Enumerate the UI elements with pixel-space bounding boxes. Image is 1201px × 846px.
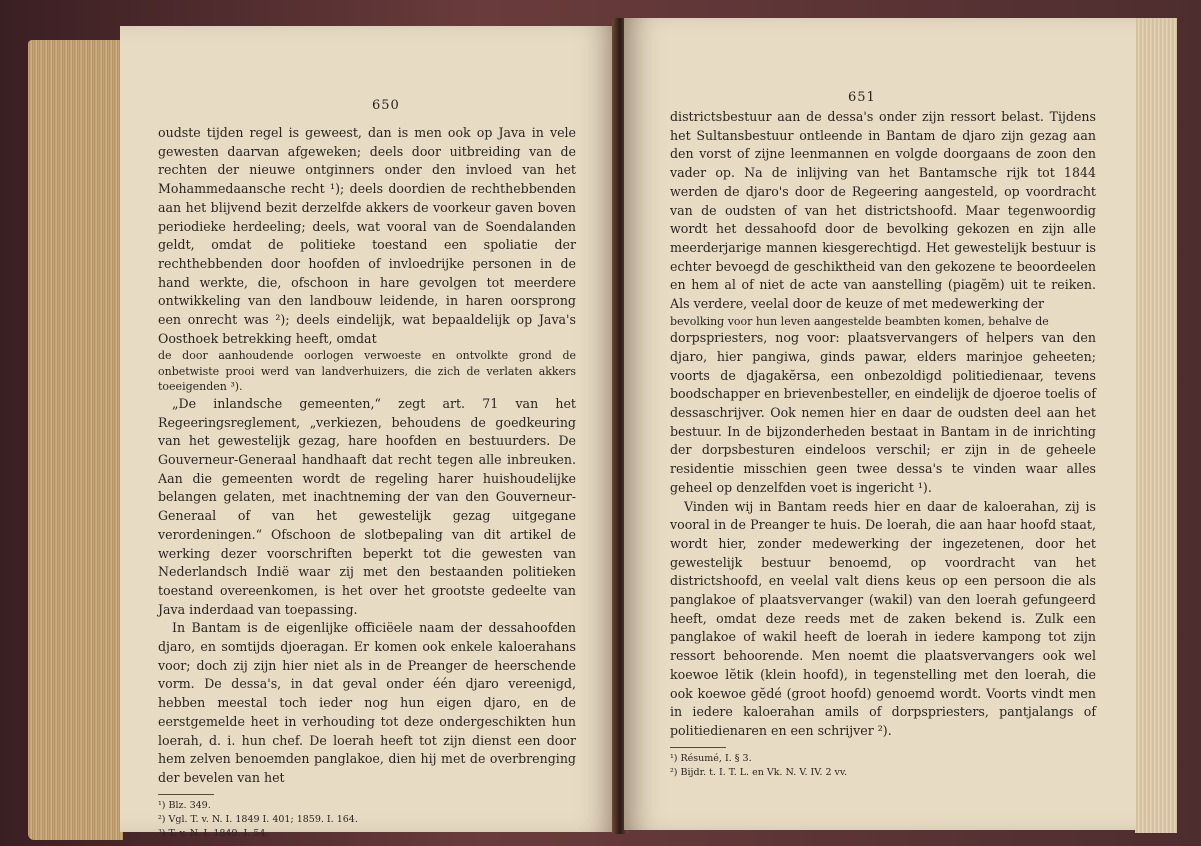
page-body <box>670 108 1096 780</box>
paragraph: districtsbestuur aan de dessa's onder zijn ressort belast. Tijdens het Sultansbestuur ontleende in Bantam de djaro zijn gezag aan den vorst of zijne leenmannen en volgde doorgaans de zoon den vader op. Na de inlijving van het Bantamsche rijk tot 1844 werden de djaro's door de Regeering aangesteld, op voordracht van de oudsten of van het districtshoofd. Maar tegenwoordig wordt het dessahoofd door de bevolking gekozen en zijn alle meerderjarige mannen kiesgerechtigd. Het gewestelijk bestuur is echter bevoegd de geschiktheid van den gekozene te beoordeelen en hem al of niet de acte van aanstelling (piagĕm) uit te reiken. Als verdere, veelal door de keuze of met medewerking der <box>670 109 1096 312</box>
footnote-divider <box>670 747 726 748</box>
paragraph: de door aanhoudende oorlogen verwoeste en ontvolkte grond de onbetwiste prooi werd van landverhuizers, die zich de verlaten akkers toeeigenden ³). <box>158 349 576 394</box>
page-edges-left <box>28 40 123 840</box>
page-number: 650 <box>372 98 400 113</box>
footnote: ²) Bijdr. t. I. T. L. en Vk. N. V. IV. 2 vv. <box>670 766 848 778</box>
left-page <box>120 26 616 839</box>
footnote: ¹) Blz. 349. <box>158 799 211 811</box>
paragraph: „De inlandsche gemeenten,“ zegt art. 71 van het Regeeringsreglement, „verkiezen, behoudens de goedkeuring van het gewestelijk gezag, hare hoofden en bestuurders. De Gouverneur-Generaal handhaaft dat recht tegen alle inbreuken. Aan die gemeenten wordt de regeling harer huishoudelijke belangen gelaten, met inachtneming der van den Gouverneur-Generaal of van het gewestelijk gezag uitgegane verordeningen.“ Ofschoon de slotbepaling van dit artikel de werking dezer voorschriften beperkt tot die gewesten van Nederlandsch Indië waar zij met den bestaanden politieken toestand overeenkomen, is het over het grootste gedeelte van Java inderdaad van toepassing. <box>158 395 576 617</box>
page-number: 651 <box>848 90 876 105</box>
right-page <box>624 18 1136 830</box>
footnotes <box>158 799 576 841</box>
paragraph: In Bantam is de eigenlijke officiëele naam der dessahoofden djaro, en somtijds djoeragan. Er komen ook enkele kaloerahans voor; doch zij zijn hier niet als in de Preanger de heerschende vorm. De dessa's, in dat geval onder één djaro vereenigd, hebben meestal toch ieder nog hun eigen djaro, en de eerstgemelde heet in verhouding tot deze ondergeschikten hun loerah, d. i. hun chef. De loerah heeft tot zijn dienst een door hem zelven benoemden panglakoe, dien hij met de overbrenging der bevelen van het <box>158 620 576 785</box>
paragraph: dorpspriesters, nog voor: plaatsvervangers of helpers van den djaro, hier pangiwa, ginds pawar, elders marinjoe geheeten; voorts de djagakĕrsa, een onbezoldigd politiedienaar, tevens boodschapper en brievenbesteller, en eindelijk de djoeroe toelis of dessaschrijver. Ook nemen hier en daar de oudsten deel aan het bestuur. In de bijzonderheden bestaat in Bantam in de inrichting der dorpsbesturen eindeloos verschil; er zijn in de geheele residentie misschien geen twee dessa's te vinden waar alles geheel op denzelfden voet is ingericht ¹). <box>670 330 1096 495</box>
footnote: ²) Vgl. T. v. N. I. 1849 I. 401; 1859. I. 164. <box>158 813 358 825</box>
footnotes <box>670 752 1096 780</box>
footnote-divider <box>158 794 214 795</box>
page-body <box>158 124 576 841</box>
page-edges-right <box>1135 18 1177 833</box>
paragraph: Vinden wij in Bantam reeds hier en daar de kaloerahan, zij is vooral in de Preanger te huis. De loerah, die aan haar hoofd staat, wordt hier, zonder medewerking der ingezetenen, door het gewestelijk bestuur benoemd, op voordracht van het districtshoofd, en veelal valt diens keus op een persoon die als panglakoe of plaatsvervanger (wakil) van den loerah gefungeerd heeft, omdat deze reeds met de zaken bekend is. Zulk een panglakoe of wakil heeft de loerah in iedere kampong tot zijn ressort behoorende. Men noemt die plaatsvervangers ook wel koewoe lĕtik (klein hoofd), in tegenstelling met den loerah, die ook koewoe gĕdé (groot hoofd) genoemd wordt. Voorts vindt men in iedere kaloerahan amils of dorpspriesters, pantjalangs of politiedienaren en een schrijver ²). <box>670 498 1096 738</box>
paragraph: oudste tijden regel is geweest, dan is men ook op Java in vele gewesten daarvan afgeweken; deels door uitbreiding van de rechten der nieuwe ontginners onder den invloed van het Mohammedaansche recht ¹); deels doordien de rechthebbenden aan het blijvend bezit derzelfde akkers de voorkeur gaven boven periodieke herdeeling; deels, wat vooral van de Soendalanden geldt, omdat de politieke toestand een spoliatie der rechthebbenden door hoofden of invloedrijke personen in de hand werkte, die, ofschoon in hare gevolgen tot meerdere ontwikkeling van den landbouw leidende, in haren oorsprong een onrecht was ²); deels eindelijk, wat bepaaldelijk op Java's Oosthoek betrekking heeft, omdat <box>158 125 576 346</box>
paragraph: bevolking voor hun leven aangestelde beambten komen, behalve de <box>670 314 1049 328</box>
footnote: ³) T. v. N. I. 1849. I. 54. <box>158 827 269 839</box>
footnote: ¹) Résumé, I. § 3. <box>670 752 752 764</box>
